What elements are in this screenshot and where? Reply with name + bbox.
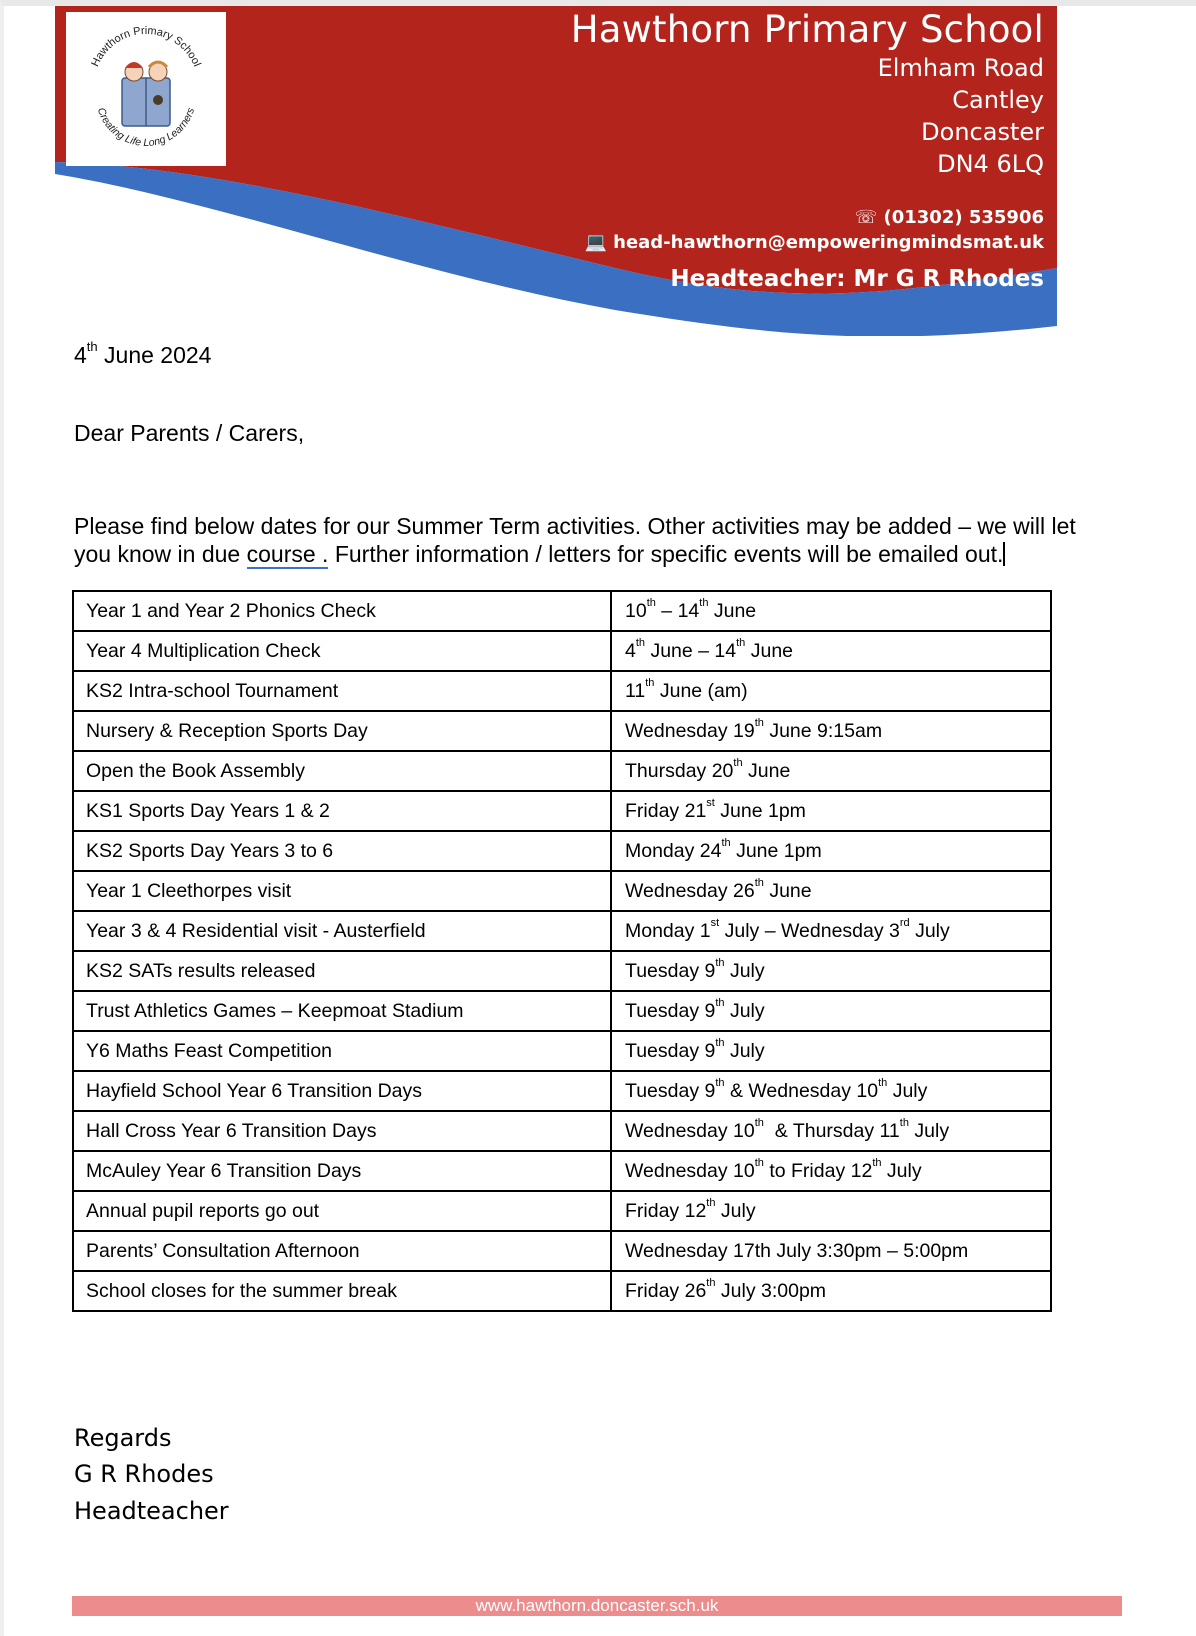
event-date-cell bbox=[611, 951, 1051, 991]
date-text: June bbox=[708, 599, 757, 622]
date-text: 11 bbox=[625, 679, 646, 702]
event-name-cell: KS2 Sports Day Years 3 to 6 bbox=[73, 831, 611, 871]
date-text: July 3:00pm bbox=[715, 1279, 827, 1302]
table-row bbox=[73, 991, 1051, 1031]
date-ordinal-suffix: th bbox=[646, 596, 656, 609]
event-date-cell bbox=[611, 711, 1051, 751]
footer-bar bbox=[72, 1596, 1122, 1616]
date-suffix: th bbox=[86, 339, 98, 354]
event-name-cell: Parents’ Consultation Afternoon bbox=[73, 1231, 611, 1271]
date-ordinal-suffix: th bbox=[715, 956, 725, 969]
date-text: June – 14 bbox=[645, 639, 737, 662]
date-ordinal-suffix: th bbox=[645, 676, 655, 689]
events-table bbox=[72, 590, 1052, 1312]
event-date-cell bbox=[611, 1151, 1051, 1191]
signoff-regards: Regards bbox=[74, 1424, 172, 1452]
event-date-cell bbox=[611, 991, 1051, 1031]
event-date-cell bbox=[611, 791, 1051, 831]
date-text: Wednesday 10 bbox=[625, 1159, 755, 1182]
date-text: June bbox=[742, 759, 791, 782]
date-text: – 14 bbox=[655, 599, 700, 622]
table-row bbox=[73, 951, 1051, 991]
date-rest: June 2024 bbox=[97, 342, 212, 368]
school-logo bbox=[66, 12, 226, 166]
date-text: June (am) bbox=[654, 679, 748, 702]
table-row bbox=[73, 751, 1051, 791]
date-ordinal-suffix: th bbox=[706, 1196, 716, 1209]
event-name-cell: Year 4 Multiplication Check bbox=[73, 631, 611, 671]
date-text: July – Wednesday 3 bbox=[719, 919, 900, 942]
event-date-cell bbox=[611, 831, 1051, 871]
table-row bbox=[73, 1111, 1051, 1151]
date-text: July bbox=[881, 1159, 922, 1182]
table-row bbox=[73, 1031, 1051, 1071]
date-text: June 9:15am bbox=[763, 719, 883, 742]
event-name-cell: School closes for the summer break bbox=[73, 1271, 611, 1311]
date-text: to Friday 12 bbox=[763, 1159, 873, 1182]
event-date-cell bbox=[611, 591, 1051, 631]
event-date-cell bbox=[611, 1271, 1051, 1311]
table-row bbox=[73, 1191, 1051, 1231]
school-name: Hawthorn Primary School bbox=[570, 8, 1044, 51]
date-text: 10 bbox=[625, 599, 647, 622]
date-text: June 1pm bbox=[730, 839, 822, 862]
date-ordinal-suffix: th bbox=[715, 1036, 725, 1049]
date-text: Wednesday 26 bbox=[625, 879, 755, 902]
phone-number: ☏ (01302) 535906 bbox=[854, 207, 1044, 228]
event-name-cell: Trust Athletics Games – Keepmoat Stadium bbox=[73, 991, 611, 1031]
event-name-cell: KS1 Sports Day Years 1 & 2 bbox=[73, 791, 611, 831]
date-text: Wednesday 19 bbox=[625, 719, 755, 742]
event-date-cell bbox=[611, 751, 1051, 791]
address-line-1: Elmham Road bbox=[877, 54, 1044, 82]
email-address: 💻 head-hawthorn@empoweringmindsmat.uk bbox=[584, 232, 1044, 253]
event-name-cell: Hayfield School Year 6 Transition Days bbox=[73, 1071, 611, 1111]
signoff-name: G R Rhodes bbox=[74, 1460, 214, 1488]
event-date-cell bbox=[611, 871, 1051, 911]
date-text: Tuesday 9 bbox=[625, 1039, 716, 1062]
date-ordinal-suffix: th bbox=[715, 1076, 725, 1089]
event-name-cell: Annual pupil reports go out bbox=[73, 1191, 611, 1231]
event-name-cell: Y6 Maths Feast Competition bbox=[73, 1031, 611, 1071]
event-date-cell bbox=[611, 1031, 1051, 1071]
table-row bbox=[73, 1231, 1051, 1271]
date-ordinal-suffix: th bbox=[878, 1076, 888, 1089]
date-ordinal-suffix: th bbox=[635, 636, 646, 649]
address-line-2: Cantley bbox=[952, 86, 1044, 114]
date-text: & Wednesday 10 bbox=[724, 1079, 879, 1102]
signoff-role: Headteacher bbox=[74, 1497, 229, 1525]
event-date-cell bbox=[611, 671, 1051, 711]
event-date-cell bbox=[611, 1191, 1051, 1231]
salutation: Dear Parents / Carers, bbox=[74, 420, 305, 446]
date-ordinal-suffix: st bbox=[710, 916, 720, 929]
table-row bbox=[73, 1151, 1051, 1191]
footer-website[interactable]: www.hawthorn.doncaster.sch.uk bbox=[475, 1596, 719, 1615]
event-name-cell: Nursery & Reception Sports Day bbox=[73, 711, 611, 751]
date-text: & Thursday 11 bbox=[763, 1119, 900, 1142]
table-row bbox=[73, 711, 1051, 751]
date-ordinal-suffix: th bbox=[754, 1156, 764, 1169]
date-ordinal-suffix: th bbox=[754, 716, 764, 729]
table-row bbox=[73, 791, 1051, 831]
date-text: Monday 1 bbox=[625, 919, 711, 942]
date-text: July bbox=[887, 1079, 928, 1102]
table-row bbox=[73, 671, 1051, 711]
date-text: Thursday 20 bbox=[625, 759, 734, 782]
date-ordinal-suffix: th bbox=[872, 1156, 882, 1169]
event-name-cell: Hall Cross Year 6 Transition Days bbox=[73, 1111, 611, 1151]
date-text: July bbox=[908, 1119, 950, 1142]
table-row bbox=[73, 1271, 1051, 1311]
date-text: Tuesday 9 bbox=[625, 959, 716, 982]
event-date-cell bbox=[611, 1231, 1051, 1271]
headteacher-line: Headteacher: Mr G R Rhodes bbox=[670, 266, 1044, 292]
event-name-cell: Year 1 Cleethorpes visit bbox=[73, 871, 611, 911]
table-row bbox=[73, 871, 1051, 911]
date-ordinal-suffix: th bbox=[706, 1276, 716, 1289]
event-date-cell bbox=[611, 631, 1051, 671]
table-row bbox=[73, 831, 1051, 871]
event-date-cell bbox=[611, 911, 1051, 951]
event-name-cell: Year 3 & 4 Residential visit - Austerfield bbox=[73, 911, 611, 951]
event-date-cell bbox=[611, 1111, 1051, 1151]
grammar-flagged-word[interactable]: course . bbox=[246, 541, 329, 567]
event-name-cell: KS2 SATs results released bbox=[73, 951, 611, 991]
address-postcode: DN4 6LQ bbox=[937, 150, 1044, 178]
event-name-cell: McAuley Year 6 Transition Days bbox=[73, 1151, 611, 1191]
date-text: Wednesday 17th July 3:30pm – 5:00pm bbox=[625, 1239, 969, 1262]
date-ordinal-suffix: th bbox=[699, 596, 709, 609]
date-ordinal-suffix: th bbox=[736, 636, 746, 649]
date-text: Friday 12 bbox=[625, 1199, 707, 1222]
date-text: Tuesday 9 bbox=[625, 999, 716, 1022]
table-row bbox=[73, 631, 1051, 671]
date-text: Tuesday 9 bbox=[625, 1079, 716, 1102]
date-text: June bbox=[745, 639, 794, 662]
date-ordinal-suffix: th bbox=[754, 1116, 764, 1129]
date-text: Friday 26 bbox=[625, 1279, 707, 1302]
date-ordinal-suffix: th bbox=[715, 996, 725, 1009]
text-cursor bbox=[1003, 542, 1005, 566]
intro-paragraph[interactable] bbox=[74, 512, 1114, 568]
date-text: July bbox=[724, 959, 765, 982]
event-name-cell: Year 1 and Year 2 Phonics Check bbox=[73, 591, 611, 631]
event-name-cell: KS2 Intra-school Tournament bbox=[73, 671, 611, 711]
date-ordinal-suffix: th bbox=[754, 876, 764, 889]
date-text: Monday 24 bbox=[625, 839, 722, 862]
date-ordinal-suffix: th bbox=[721, 836, 731, 849]
table-row bbox=[73, 1071, 1051, 1111]
letter-date bbox=[74, 339, 212, 369]
date-ordinal-suffix: st bbox=[706, 796, 715, 809]
event-date-cell bbox=[611, 1071, 1051, 1111]
svg-text:Hawthorn Primary School bbox=[89, 25, 203, 69]
date-text: 4 bbox=[625, 639, 636, 662]
date-text: July bbox=[715, 1199, 756, 1222]
logo-text-top: Hawthorn Primary School bbox=[89, 24, 203, 69]
date-ordinal-suffix: th bbox=[899, 1116, 909, 1129]
date-ordinal-suffix: th bbox=[733, 756, 743, 769]
date-ordinal-suffix: rd bbox=[899, 916, 910, 929]
date-day: 4 bbox=[74, 342, 87, 368]
event-name-cell: Open the Book Assembly bbox=[73, 751, 611, 791]
date-text: Friday 21 bbox=[625, 799, 707, 822]
logo-text-bottom: Creating Life Long Learners bbox=[94, 106, 198, 150]
date-text: July bbox=[909, 919, 950, 942]
date-text: July bbox=[724, 1039, 765, 1062]
date-text: Wednesday 10 bbox=[625, 1119, 755, 1142]
table-row bbox=[73, 911, 1051, 951]
date-text: July bbox=[724, 999, 765, 1022]
intro-text-1: Please find below dates for our Summer Term activities. Other activities may be added – we will let you know in due bbox=[74, 513, 1076, 567]
address-line-3: Doncaster bbox=[921, 118, 1044, 146]
date-text: June bbox=[763, 879, 812, 902]
date-text: June 1pm bbox=[714, 799, 806, 822]
table-row bbox=[73, 591, 1051, 631]
intro-text-2: Further information / letters for specific events will be emailed out. bbox=[328, 541, 1004, 567]
